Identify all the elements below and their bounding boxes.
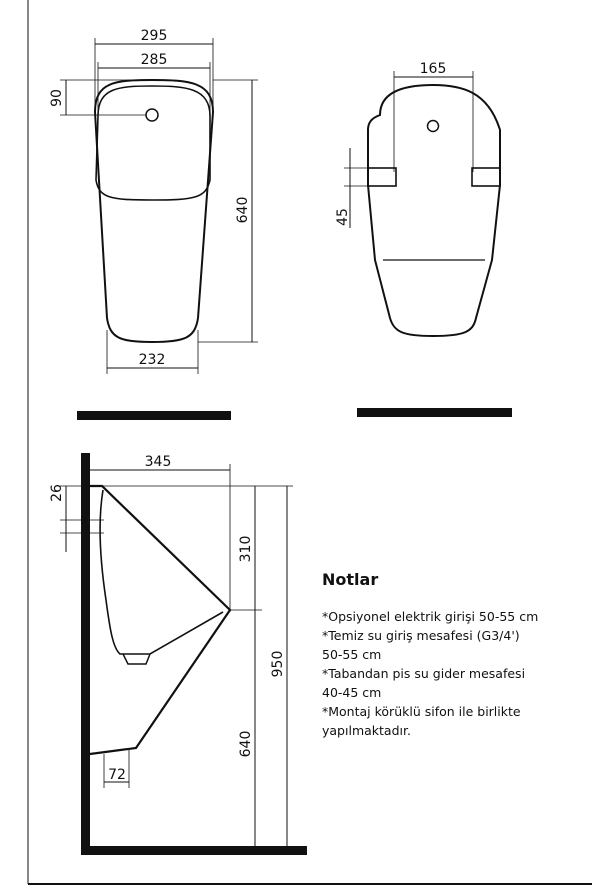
dim-top-hole-offset: 90 bbox=[49, 89, 65, 107]
dim-top-width-inner: 285 bbox=[140, 52, 168, 68]
side-floor bbox=[81, 846, 307, 855]
top-view-base-bar bbox=[77, 411, 231, 420]
note-line: *Tabandan pis su gider mesafesi bbox=[322, 666, 526, 681]
notes-panel bbox=[322, 570, 582, 740]
back-view-base-bar bbox=[357, 408, 512, 417]
back-hole bbox=[428, 121, 439, 132]
side-view-inner bbox=[100, 490, 223, 654]
dim-side-top-offset: 26 bbox=[49, 484, 65, 502]
side-wall bbox=[81, 453, 90, 853]
top-hole bbox=[146, 109, 158, 121]
dim-side-drain: 72 bbox=[108, 767, 126, 783]
note-line: 50-55 cm bbox=[322, 647, 382, 662]
note-line: *Montaj körüklü sifon ile birlikte bbox=[322, 704, 521, 719]
dim-side-depth: 345 bbox=[144, 454, 172, 470]
note-line: 40-45 cm bbox=[322, 685, 382, 700]
back-bracket-right bbox=[472, 168, 500, 186]
dim-top-height: 640 bbox=[235, 196, 251, 224]
notes-title: Notlar bbox=[322, 570, 379, 589]
top-view-bowl bbox=[96, 86, 210, 200]
back-view bbox=[344, 71, 500, 336]
back-view-outline bbox=[368, 85, 500, 336]
dim-back-width: 165 bbox=[419, 61, 447, 77]
back-bracket-left bbox=[368, 168, 396, 186]
dim-top-width-outer: 295 bbox=[140, 28, 168, 44]
dim-top-bottom-width: 232 bbox=[138, 352, 166, 368]
dim-side-upper: 310 bbox=[238, 535, 254, 563]
note-line: *Temiz su giriş mesafesi (G3/4') bbox=[322, 628, 520, 643]
top-view bbox=[60, 38, 258, 374]
dim-side-total: 950 bbox=[270, 650, 286, 678]
note-line: *Opsiyonel elektrik girişi 50-55 cm bbox=[322, 609, 539, 624]
dim-side-lower: 640 bbox=[238, 730, 254, 758]
dim-back-bracket: 45 bbox=[335, 208, 351, 226]
note-line: yapılmaktadır. bbox=[322, 723, 411, 738]
side-view bbox=[60, 464, 293, 846]
top-view-outline bbox=[95, 80, 213, 342]
side-view-drain bbox=[123, 654, 150, 664]
